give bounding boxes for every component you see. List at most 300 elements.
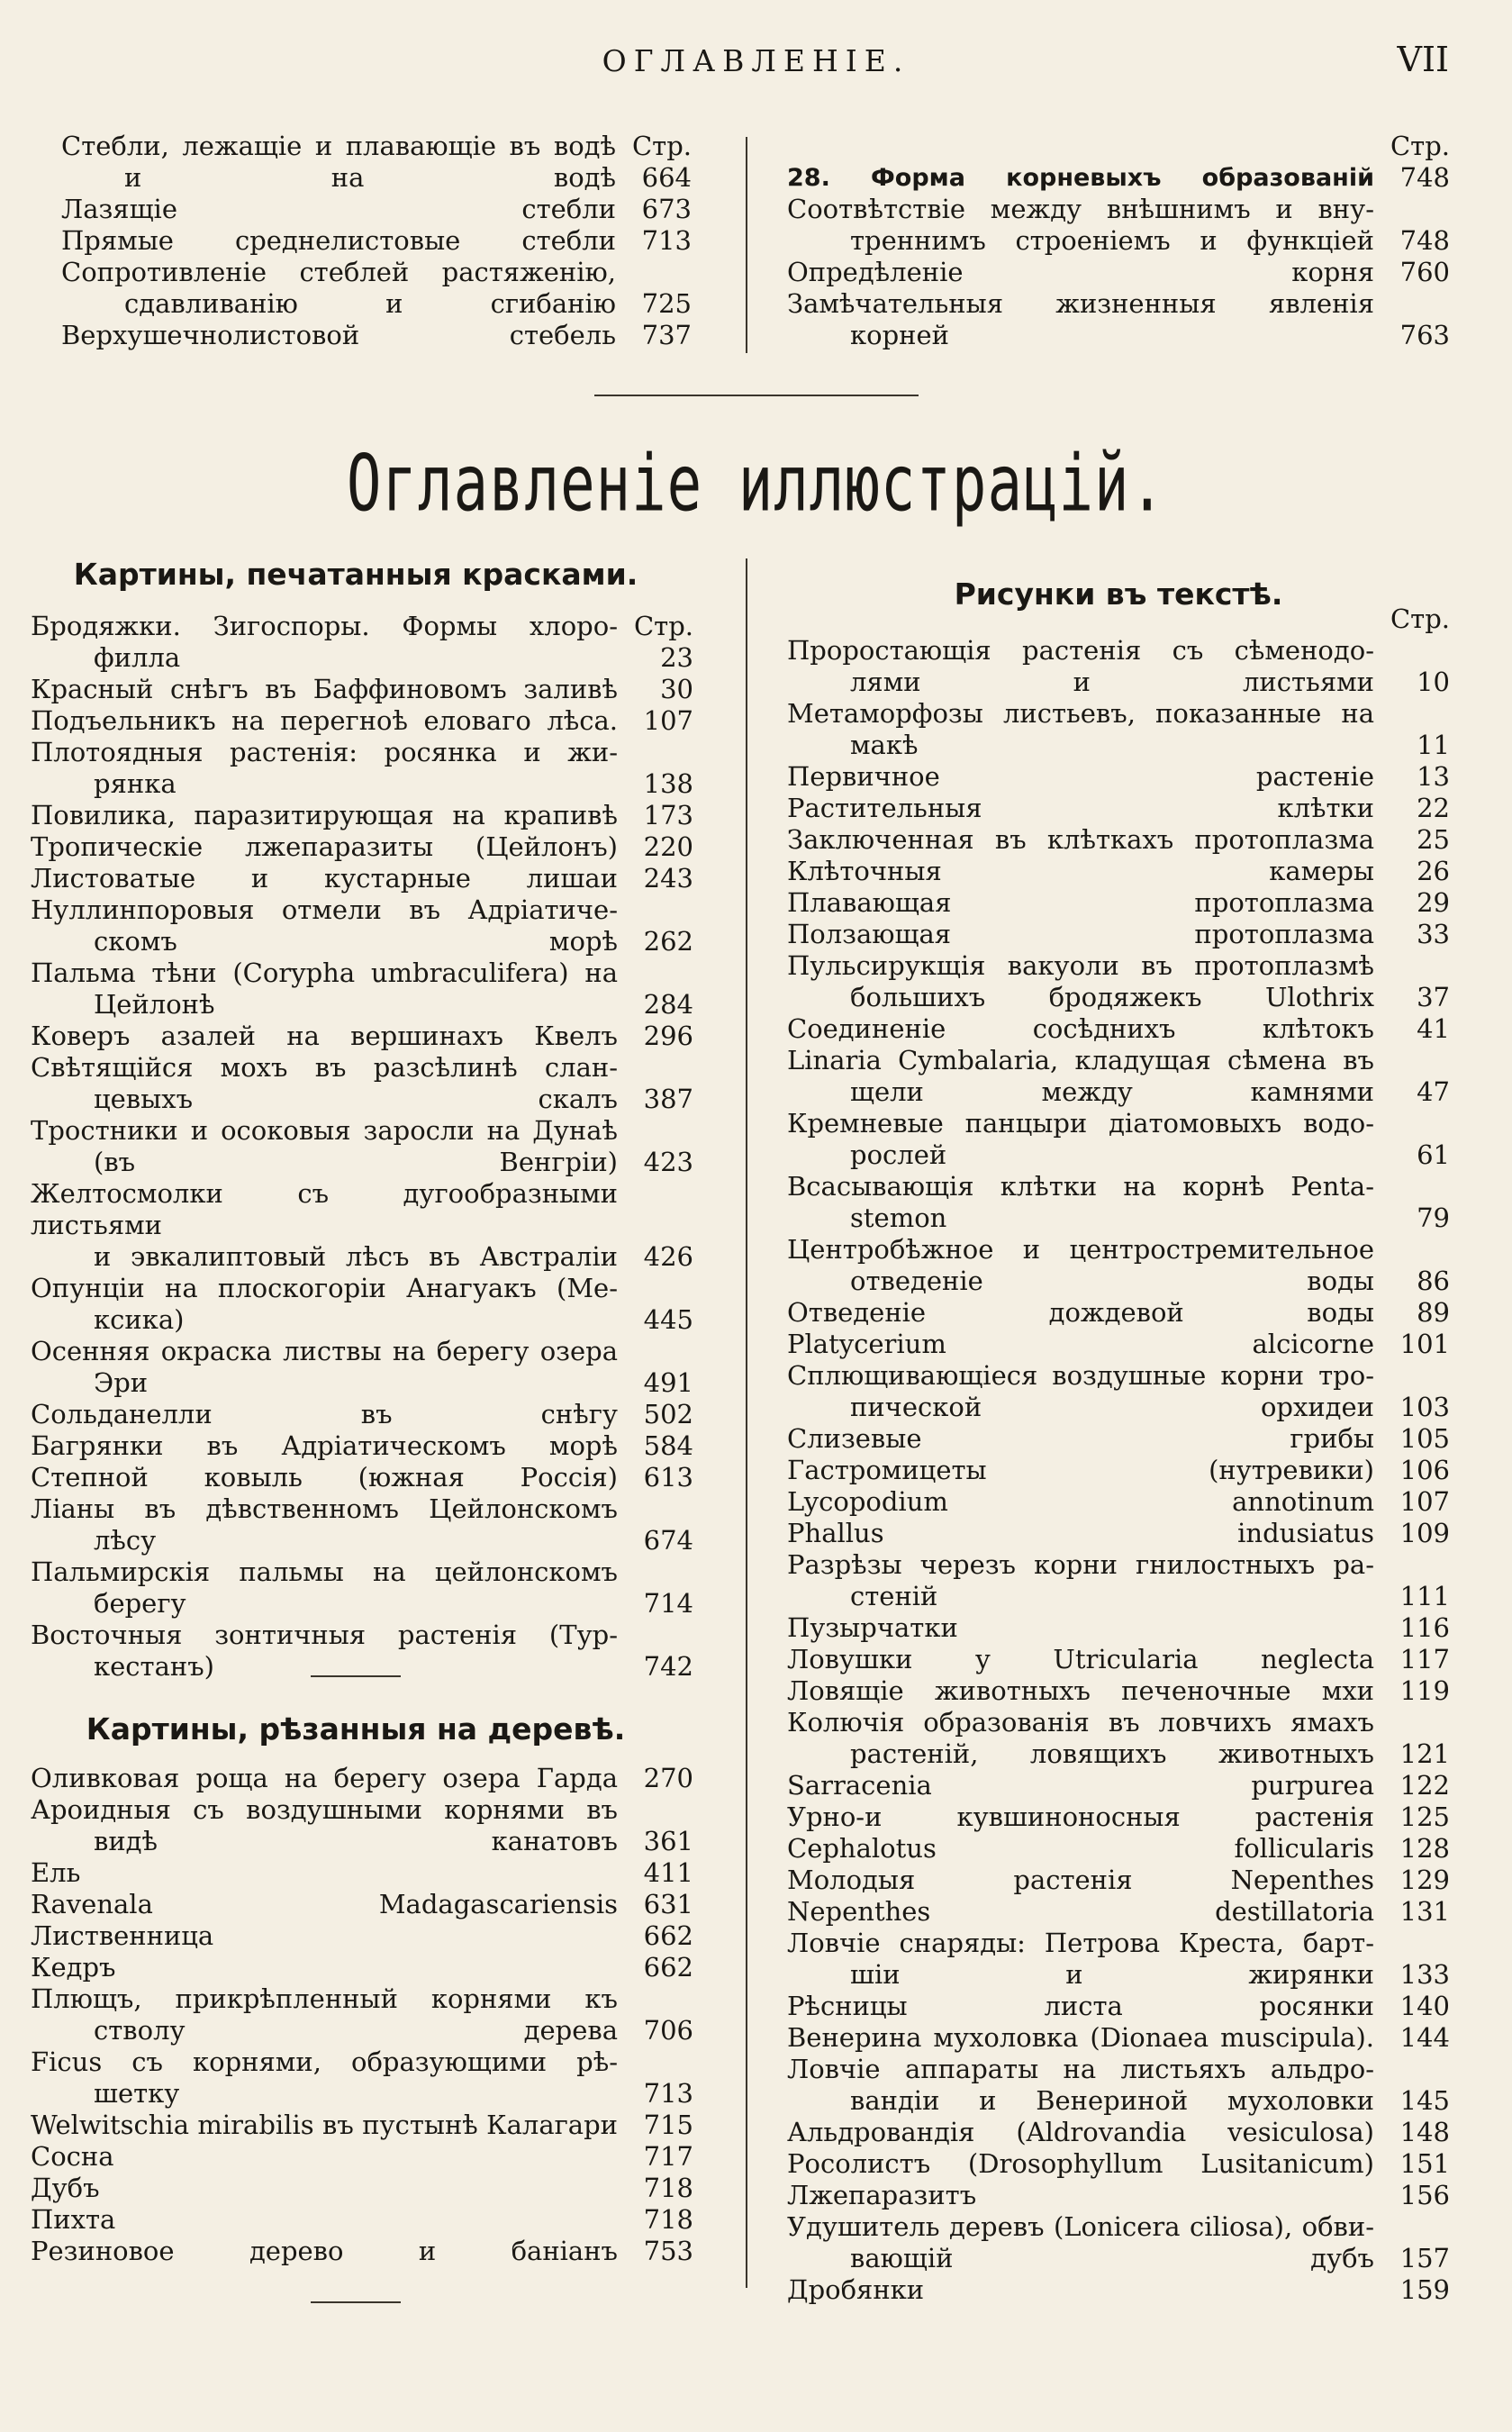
entry-text: Linaria Cymbalaria, кладущая сѣмена въ (787, 1045, 1374, 1075)
toc-entry-line (787, 1991, 1450, 2022)
entry-text: Сопротивленіе стеблей растяженію, (61, 257, 616, 287)
entry-page: 491 (643, 1367, 693, 1398)
entry-page: 61 (1417, 1139, 1450, 1170)
toc-entry-line (31, 1826, 693, 1857)
toc-entry-line (31, 1336, 693, 1367)
toc-entry-line (31, 768, 693, 800)
entry-page: 111 (1399, 1581, 1450, 1611)
entry-text: Ползающая протоплазма (787, 919, 1374, 949)
toc-entry-line (61, 194, 692, 225)
toc-entry-line (787, 1392, 1450, 1423)
entry-page: 47 (1417, 1076, 1450, 1107)
entry-page: 41 (1417, 1013, 1450, 1044)
entry-text: Тропическіе лжепаразиты (Цейлонъ) (31, 831, 618, 862)
entry-page: 159 (1399, 2274, 1450, 2305)
entry-page: 148 (1399, 2117, 1450, 2147)
entry-text: Пульсирукщія вакуоли въ протоплазмѣ (787, 950, 1374, 981)
entry-page: 748 (1399, 162, 1450, 193)
toc-entry-line (61, 288, 692, 320)
toc-entry-line (31, 1556, 693, 1588)
entry-text: Nepenthes destillatoria (787, 1896, 1374, 1927)
toc-entry-line (31, 894, 693, 926)
toc-entry-line (31, 642, 693, 674)
entry-page: 284 (643, 989, 693, 1020)
entry-text: Слизевые грибы (787, 1423, 1374, 1454)
entry-text: Альдровандія (Aldrovandia vesiculosa) (787, 2117, 1374, 2147)
entry-text: Метаморфозы листьевъ, показанные на (787, 698, 1374, 729)
toc-entry-line (787, 1833, 1450, 1865)
toc-entry-line (61, 162, 692, 194)
entry-page: 26 (1417, 856, 1450, 886)
entry-text: шіи и жирянки (850, 1959, 1374, 1990)
column-divider-bottom (746, 558, 747, 2288)
toc-entry-line (787, 2117, 1450, 2148)
toc-entry-line (787, 1266, 1450, 1297)
entry-text: Ель (31, 1857, 81, 1888)
entry-text: стеній (850, 1581, 938, 1611)
entry-page: 361 (643, 1826, 693, 1856)
toc-entry-line (787, 1707, 1450, 1738)
entry-text: Дробянки (787, 2274, 925, 2305)
entry-page: 30 (660, 674, 693, 704)
toc-entry-line (787, 1139, 1450, 1171)
toc-entry-line (787, 761, 1450, 793)
toc-entry-line (787, 1455, 1450, 1486)
entry-page: 11 (1417, 730, 1450, 760)
entry-text: 28. Форма корневыхъ образованій (787, 164, 1374, 192)
entry-text: Проростающія растенія съ сѣменодо- (787, 635, 1374, 666)
toc-entry-line (787, 1549, 1450, 1581)
entry-text: Всасывающія клѣтки на корнѣ Penta- (787, 1171, 1374, 1202)
entry-page: 131 (1399, 1896, 1450, 1927)
entry-page: 584 (643, 1430, 693, 1461)
toc-entry-line (31, 1983, 693, 2015)
entry-text: пической орхидеи (850, 1392, 1374, 1422)
toc-entry-line (787, 320, 1450, 351)
entry-text: Соотвѣтствіе между внѣшнимъ и вну- (787, 194, 1374, 224)
entry-page: 763 (1399, 320, 1450, 350)
entry-text: берегу (94, 1588, 186, 1619)
entry-page: 717 (643, 2141, 693, 2172)
entry-text: Цейлонѣ (94, 989, 215, 1020)
entry-text: Отведеніе дождевой воды (787, 1297, 1374, 1328)
entry-page: 662 (643, 1952, 693, 1983)
str-label: Стр. (1390, 603, 1450, 634)
entry-text: Дубъ (31, 2173, 100, 2203)
entry-text: Венерина мухоловка (Dionaea muscipula). (787, 2022, 1374, 2053)
entry-text: Ловящіе животныхъ печеночные мхи (787, 1675, 1374, 1706)
toc-entry-line (31, 737, 693, 768)
toc-entry-line (787, 856, 1450, 887)
toc-entry-line (61, 320, 692, 351)
toc-entry-line (787, 982, 1450, 1013)
toc-entry-line (787, 1171, 1450, 1202)
entry-text: Плющъ, прикрѣпленный корнями къ (31, 1983, 618, 2014)
page-number: VII (1397, 40, 1449, 79)
toc-entry-line (31, 1857, 693, 1889)
toc-entry-line (787, 824, 1450, 856)
entry-page: 243 (643, 863, 693, 894)
entry-page: 426 (643, 1241, 693, 1272)
entry-text: треннимъ строеніемъ и функціей (850, 225, 1374, 256)
entry-text: Удушитель деревъ (Lonicera ciliosa), обви- (787, 2211, 1374, 2242)
toc-entry-line (31, 1084, 693, 1115)
toc-entry-line (787, 2243, 1450, 2274)
toc-entry-line (787, 1770, 1450, 1801)
entry-text: филла (94, 642, 181, 673)
entry-page: 718 (643, 2173, 693, 2203)
entry-page: 270 (643, 1763, 693, 1793)
toc-entry-line (31, 2046, 693, 2078)
entry-text: сдавливанію и сгибанію (124, 288, 616, 319)
entry-page: 151 (1399, 2148, 1450, 2179)
entry-text: рянка (94, 768, 177, 799)
toc-entry-line (61, 257, 692, 288)
entry-text: Сольданелли въ снѣгу (31, 1399, 618, 1429)
toc-entry-line (787, 1076, 1450, 1108)
entry-text: Урно-и кувшиноносныя растенія (787, 1801, 1374, 1832)
toc-entry-line (787, 194, 1450, 225)
toc-entry-line (31, 1920, 693, 1952)
toc-entry-line (31, 674, 693, 705)
entry-page: 116 (1399, 1612, 1450, 1643)
toc-entry-line (31, 1763, 693, 1794)
toc-entry-line (31, 831, 693, 863)
entry-page: 156 (1399, 2180, 1450, 2210)
entry-page: 718 (643, 2204, 693, 2235)
toc-entry-line (787, 1928, 1450, 1959)
entry-text: Растительныя клѣтки (787, 793, 1374, 823)
entry-page: 103 (1399, 1392, 1450, 1422)
toc-entry-line (31, 1304, 693, 1336)
toc-entry-line (31, 2173, 693, 2204)
entry-text: Стебли, лежащіе и плавающіе въ водѣ (61, 131, 616, 161)
entry-text: щели между камнями (850, 1076, 1374, 1107)
entry-page: 22 (1417, 793, 1450, 823)
toc-entry-line (787, 1329, 1450, 1360)
entry-text: вающій дубъ (850, 2243, 1374, 2273)
toc-entry-line (31, 1178, 693, 1241)
entry-page: 10 (1417, 667, 1450, 697)
toc-entry-line (787, 2085, 1450, 2117)
header-title: ОГЛАВЛЕНІЕ. (602, 43, 910, 78)
entry-page: 105 (1399, 1423, 1450, 1454)
toc-entry-line (787, 1959, 1450, 1991)
entry-page: 37 (1417, 982, 1450, 1012)
entry-text: Ловчіе снаряды: Петрова Креста, барт- (787, 1928, 1374, 1958)
entry-page: 119 (1399, 1675, 1450, 1706)
toc-entry-line (31, 1241, 693, 1273)
entry-page: 742 (643, 1651, 693, 1682)
toc-entry-line (787, 1202, 1450, 1234)
toc-entry-line (787, 1423, 1450, 1455)
entry-text: Соединеніе сосѣднихъ клѣтокъ (787, 1013, 1374, 1044)
toc-entry-line (31, 1794, 693, 1826)
toc-entry-line (787, 1360, 1450, 1392)
toc-entry-line (787, 2180, 1450, 2211)
toc-entry-line (31, 1620, 693, 1651)
entry-text: Клѣточныя камеры (787, 856, 1374, 886)
entry-text: скомъ морѣ (94, 926, 618, 957)
entry-page: 664 (641, 162, 692, 193)
entry-text: Ravenala Madagascariensis (31, 1889, 618, 1919)
entry-text: Ароидныя съ воздушными корнями въ (31, 1794, 618, 1825)
entry-text: Разрѣзы черезъ корни гнилостныхъ ра- (787, 1549, 1374, 1580)
entry-text: кестанъ) (94, 1651, 214, 1682)
toc-entry-line (787, 950, 1450, 982)
str-label: Стр. (631, 131, 692, 161)
entry-text: отведеніе воды (850, 1266, 1374, 1296)
entry-page: 107 (1399, 1486, 1450, 1517)
toc-entry-line (31, 1588, 693, 1620)
toc-entry-line (787, 257, 1450, 288)
entry-page: 101 (1399, 1329, 1450, 1359)
toc-entry-line (787, 1486, 1450, 1518)
text-figures-list (787, 603, 1450, 2306)
entry-text: Cephalotus follicularis (787, 1833, 1374, 1864)
entry-text: Phallus indusiatus (787, 1518, 1374, 1548)
entry-text: и эвкалиптовый лѣсъ въ Австраліи (94, 1241, 618, 1272)
entry-text: Кремневые панцыри діатомовыхъ водо- (787, 1108, 1374, 1139)
toc-entry-line (31, 1147, 693, 1178)
entry-page: 25 (1417, 824, 1450, 855)
entry-page: 262 (643, 926, 693, 957)
entry-text: Степной ковыль (южная Россія) (31, 1462, 618, 1493)
toc-entry-line (31, 1052, 693, 1084)
entry-page: 748 (1399, 225, 1450, 256)
entry-text: Platycerium alcicorne (787, 1329, 1374, 1359)
toc-entry-line (31, 1462, 693, 1493)
wood-plates-heading: Картины, рѣзанныя на деревѣ. (86, 1711, 626, 1747)
toc-entry-line (787, 288, 1450, 320)
toc-entry-line (787, 1612, 1450, 1644)
entry-text: Желтосмолки съ дугообразными листьями (31, 1178, 618, 1240)
toc-entry-line (31, 1889, 693, 1920)
entry-page: 714 (643, 1588, 693, 1619)
toc-entry-line (31, 863, 693, 894)
entry-text: Пихта (31, 2204, 116, 2235)
entry-text: Бродяжки. Зигоспоры. Формы хлоро- (31, 611, 618, 641)
toc-entry-line (31, 1115, 693, 1147)
str-label: Стр. (633, 611, 693, 641)
toc-entry-line (787, 1801, 1450, 1833)
entry-text: Оливковая роща на берегу озера Гарда (31, 1763, 618, 1793)
entry-page: 157 (1399, 2243, 1450, 2273)
entry-text: Welwitschia mirabilis въ пустынѣ Калагари (31, 2110, 618, 2140)
entry-text: растеній, ловящихъ животныхъ (850, 1738, 1374, 1769)
toc-entry-line (31, 1493, 693, 1525)
entry-text: Плавающая протоплазма (787, 887, 1374, 918)
toc-entry-line (787, 1234, 1450, 1266)
entry-page: 33 (1417, 919, 1450, 949)
entry-page: 445 (643, 1304, 693, 1335)
toc-entry-line (787, 1108, 1450, 1139)
entry-page: 725 (641, 288, 692, 319)
toc-entry-line (31, 800, 693, 831)
entry-text: Нуллинпоровыя отмели въ Адріатиче- (31, 894, 618, 925)
entry-page: 86 (1417, 1266, 1450, 1296)
toc-entry-line (787, 1518, 1450, 1549)
toc-entry-line (31, 926, 693, 957)
entry-text: Красный снѣгъ въ Баффиновомъ заливѣ (31, 674, 618, 704)
toc-entry-line (31, 2015, 693, 2046)
entry-page: 674 (643, 1525, 693, 1556)
toc-entry-line (787, 1738, 1450, 1770)
entry-page: 117 (1399, 1644, 1450, 1674)
toc-entry-line (31, 1273, 693, 1304)
toc-entry-line (31, 1399, 693, 1430)
entry-page: 613 (643, 1462, 693, 1493)
entry-text: Опунціи на плоскогоріи Анагуакъ (Ме- (31, 1273, 618, 1303)
text-figures-heading: Рисунки въ текстѣ. (954, 576, 1283, 612)
entry-page: 760 (1399, 257, 1450, 287)
entry-page: 107 (643, 705, 693, 736)
toc-entry-line (787, 1896, 1450, 1928)
entry-text: Свѣтящійся мохъ въ разсѣлинѣ слан- (31, 1052, 618, 1083)
toc-entry-line (31, 2078, 693, 2110)
toc-entry-line (787, 2211, 1450, 2243)
entry-text: Ловчіе аппараты на листьяхъ альдро- (787, 2054, 1374, 2084)
toc-entry-line (787, 1045, 1450, 1076)
entry-page: 79 (1417, 1202, 1450, 1233)
entry-text: Росолистъ (Drosophyllum Lusitanicum) (787, 2148, 1374, 2179)
entry-page: 125 (1399, 1801, 1450, 1832)
entry-text: Lycopodium annotinum (787, 1486, 1374, 1517)
entry-text: Лазящіе стебли (61, 194, 616, 224)
toc-entry-line (31, 2236, 693, 2267)
entry-text: большихъ бродяжекъ Ulothrix (850, 982, 1374, 1012)
toc-entry-line (787, 698, 1450, 730)
entry-text: Резиновое дерево и баніанъ (31, 2236, 618, 2266)
color-plates-list (31, 611, 693, 1683)
entry-text: Лиственница (31, 1920, 214, 1951)
entry-text: Первичное растеніе (787, 761, 1374, 792)
entry-text: Верхушечнолистовой стебель (61, 320, 616, 350)
short-rule (311, 1675, 401, 1677)
toc-entry-line (787, 2054, 1450, 2085)
entry-page: 387 (643, 1084, 693, 1114)
entry-text: макѣ (850, 730, 919, 760)
entry-text: видѣ канатовъ (94, 1826, 618, 1856)
toc-entry-line (61, 225, 692, 257)
entry-text: Осенняя окраска листвы на берегу озера (31, 1336, 618, 1366)
entry-text: рослей (850, 1139, 947, 1170)
toc-entry-line (61, 131, 692, 162)
entry-page: 109 (1399, 1518, 1450, 1548)
entry-page: 502 (643, 1399, 693, 1429)
entry-page: 220 (643, 831, 693, 862)
entry-text: ксика) (94, 1304, 185, 1335)
toc-entry-line (31, 2204, 693, 2236)
toc-entry-line (787, 1297, 1450, 1329)
toc-entry-line (787, 1644, 1450, 1675)
entry-text: цевыхъ скалъ (94, 1084, 618, 1114)
toc-entry-line (31, 2141, 693, 2173)
toc-entry-line (787, 919, 1450, 950)
entry-text: Колючія образованія въ ловчихъ ямахъ (787, 1707, 1374, 1738)
toc-entry-line (787, 635, 1450, 667)
toc-entry-line (31, 611, 693, 642)
str-label: Стр. (1390, 131, 1450, 161)
entry-text: Пальма тѣни (Corypha umbraculifera) на (31, 957, 618, 988)
entry-text: и на водѣ (124, 162, 616, 193)
entry-text: стволу дерева (94, 2015, 618, 2046)
entry-text: Коверъ азалей на вершинахъ Квелъ (31, 1021, 618, 1051)
toc-entry-line (31, 2110, 693, 2141)
toc-entry-line (31, 1021, 693, 1052)
toc-entry-line (787, 793, 1450, 824)
entry-text: Молодыя растенія Nepenthes (787, 1865, 1374, 1895)
contents-right-column (787, 131, 1450, 351)
entry-page: 713 (643, 2078, 693, 2109)
entry-text: Кедръ (31, 1952, 116, 1983)
entry-page: 706 (643, 2015, 693, 2046)
entry-page: 715 (643, 2110, 693, 2140)
entry-page: 631 (643, 1889, 693, 1919)
entry-text: вандіи и Венериной мухоловки (850, 2085, 1374, 2116)
toc-entry-line (787, 1581, 1450, 1612)
entry-text: Ловушки у Utricularia neglecta (787, 1644, 1374, 1674)
entry-page: 138 (643, 768, 693, 799)
toc-entry-line (31, 957, 693, 989)
running-header (0, 40, 1512, 85)
entry-page: 753 (643, 2236, 693, 2266)
section-divider (594, 395, 919, 396)
toc-entry-line (31, 1525, 693, 1556)
entry-page: 13 (1417, 761, 1450, 792)
entry-page: 89 (1417, 1297, 1450, 1328)
entry-page: 121 (1399, 1738, 1450, 1769)
toc-entry-line (787, 1865, 1450, 1896)
toc-entry-line (787, 667, 1450, 698)
entry-text: Подъельникъ на перегноѣ еловаго лѣса. (31, 705, 618, 736)
toc-entry-line (787, 887, 1450, 919)
entry-page: 106 (1399, 1455, 1450, 1485)
entry-text: лѣсу (94, 1525, 157, 1556)
entry-page: 173 (643, 800, 693, 830)
entry-text: Лжепаразитъ (787, 2180, 977, 2210)
entry-text: Рѣсницы листа росянки (787, 1991, 1374, 2021)
contents-left-column (61, 131, 692, 351)
color-plates-heading: Картины, печатанныя красками. (73, 557, 638, 592)
entry-text: Прямые среднелистовые стебли (61, 225, 616, 256)
entry-page: 713 (641, 225, 692, 256)
entry-text: Ficus съ корнями, образующими рѣ- (31, 2046, 618, 2077)
short-rule-bottom (311, 2301, 401, 2303)
toc-entry-line (787, 162, 1450, 194)
entry-page: 662 (643, 1920, 693, 1951)
entry-text: Багрянки въ Адріатическомъ морѣ (31, 1430, 618, 1461)
entry-text: Гастромицеты (нутревики) (787, 1455, 1374, 1485)
entry-page: 423 (643, 1147, 693, 1177)
entry-page: 122 (1399, 1770, 1450, 1801)
entry-text: Листоватые и кустарные лишаи (31, 863, 618, 894)
entry-text: Пальмирскія пальмы на цейлонскомъ (31, 1556, 618, 1587)
entry-text: Пузырчатки (787, 1612, 958, 1643)
entry-text: Ліаны въ дѣвственномъ Цейлонскомъ (31, 1493, 618, 1524)
entry-text: Сосна (31, 2141, 114, 2172)
wood-plates-list (31, 1763, 693, 2267)
entry-page: 145 (1399, 2085, 1450, 2116)
entry-page: 673 (641, 194, 692, 224)
entry-page: 23 (660, 642, 693, 673)
entry-page: 133 (1399, 1959, 1450, 1990)
entry-page: 140 (1399, 1991, 1450, 2021)
toc-entry-line (31, 989, 693, 1021)
column-divider-top (746, 137, 747, 353)
toc-entry-line (31, 1367, 693, 1399)
entry-text: лями и листьями (850, 667, 1374, 697)
